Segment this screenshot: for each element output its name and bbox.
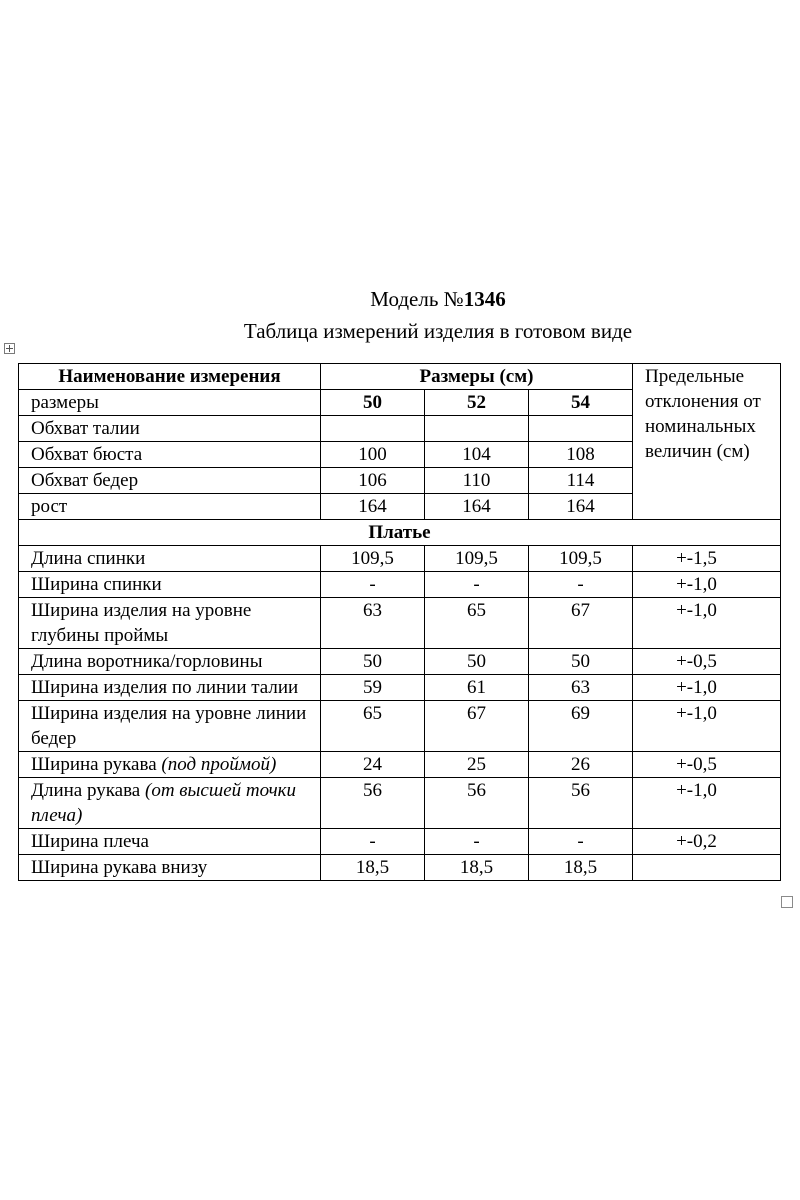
row-name: Обхват бюста xyxy=(19,442,321,468)
table-row xyxy=(19,546,781,572)
value-cell: - xyxy=(529,829,633,855)
deviation-cell: +-1,0 xyxy=(633,675,781,701)
col-name-header: Наименование измерения xyxy=(19,364,321,390)
deviation-header: Предельные отклонения от номинальных величин (см) xyxy=(633,364,781,520)
value-cell: 114 xyxy=(529,468,633,494)
value-cell: 25 xyxy=(425,752,529,778)
row-name: Длина рукава (от высшей точки плеча) xyxy=(19,778,321,829)
row-name: Ширина изделия на уровне глубины проймы xyxy=(19,598,321,649)
row-name-note: (от высшей точки плеча) xyxy=(31,780,297,826)
table-row xyxy=(19,778,781,829)
value-cell: 59 xyxy=(321,675,425,701)
deviation-cell: +-0,5 xyxy=(633,752,781,778)
measurements-table xyxy=(18,363,781,881)
section-row xyxy=(19,520,781,546)
deviation-cell: +-1,0 xyxy=(633,778,781,829)
value-cell: 100 xyxy=(321,442,425,468)
value-cell xyxy=(425,416,529,442)
row-name: Длина спинки xyxy=(19,546,321,572)
deviation-cell: +-0,5 xyxy=(633,649,781,675)
size-cell: 54 xyxy=(529,390,633,416)
value-cell: 110 xyxy=(425,468,529,494)
row-name: Ширина изделия на уровне линии бедер xyxy=(19,701,321,752)
value-cell: 164 xyxy=(529,494,633,520)
model-title: Модель №1346 xyxy=(370,287,506,311)
value-cell: 63 xyxy=(529,675,633,701)
row-name: Обхват талии xyxy=(19,416,321,442)
value-cell: 65 xyxy=(321,701,425,752)
size-cell: 52 xyxy=(425,390,529,416)
row-name: Длина воротника/горловины xyxy=(19,649,321,675)
header-row xyxy=(19,364,781,390)
value-cell: 26 xyxy=(529,752,633,778)
value-cell: 24 xyxy=(321,752,425,778)
size-row-label: размеры xyxy=(19,390,321,416)
row-name: Ширина спинки xyxy=(19,572,321,598)
row-name: рост xyxy=(19,494,321,520)
value-cell: - xyxy=(321,572,425,598)
row-name: Обхват бедер xyxy=(19,468,321,494)
row-name: Ширина рукава внизу xyxy=(19,855,321,881)
value-cell: 18,5 xyxy=(529,855,633,881)
title-block xyxy=(0,284,800,346)
value-cell: 61 xyxy=(425,675,529,701)
table-row xyxy=(19,829,781,855)
value-cell: 109,5 xyxy=(529,546,633,572)
value-cell: - xyxy=(425,572,529,598)
value-cell: - xyxy=(529,572,633,598)
table-row xyxy=(19,649,781,675)
value-cell: 56 xyxy=(321,778,425,829)
table-row xyxy=(19,572,781,598)
value-cell: - xyxy=(425,829,529,855)
value-cell: 50 xyxy=(425,649,529,675)
value-cell: 56 xyxy=(529,778,633,829)
model-number: 1346 xyxy=(463,287,506,311)
value-cell xyxy=(529,416,633,442)
value-cell: 18,5 xyxy=(321,855,425,881)
section-title: Платье xyxy=(19,520,781,546)
table-subtitle: Таблица измерений изделия в готовом виде xyxy=(243,319,633,343)
value-cell: 104 xyxy=(425,442,529,468)
row-name: Ширина изделия по линии талии xyxy=(19,675,321,701)
size-cell: 50 xyxy=(321,390,425,416)
table-resize-handle-icon[interactable] xyxy=(781,896,793,908)
value-cell: 108 xyxy=(529,442,633,468)
value-cell: 56 xyxy=(425,778,529,829)
deviation-cell xyxy=(633,855,781,881)
deviation-cell: +-1,0 xyxy=(633,598,781,649)
deviation-cell: +-1,5 xyxy=(633,546,781,572)
deviation-cell: +-0,2 xyxy=(633,829,781,855)
value-cell: 50 xyxy=(321,649,425,675)
value-cell: 65 xyxy=(425,598,529,649)
value-cell: 63 xyxy=(321,598,425,649)
value-cell: 69 xyxy=(529,701,633,752)
table-row xyxy=(19,598,781,649)
sizes-header: Размеры (см) xyxy=(321,364,633,390)
value-cell: 164 xyxy=(425,494,529,520)
value-cell: 67 xyxy=(425,701,529,752)
value-cell: 50 xyxy=(529,649,633,675)
table-row xyxy=(19,855,781,881)
value-cell: 106 xyxy=(321,468,425,494)
value-cell: 67 xyxy=(529,598,633,649)
table-row xyxy=(19,675,781,701)
row-name: Ширина рукава (под проймой) xyxy=(19,752,321,778)
table-move-handle-icon[interactable] xyxy=(4,343,15,354)
value-cell: 18,5 xyxy=(425,855,529,881)
value-cell: 164 xyxy=(321,494,425,520)
value-cell: - xyxy=(321,829,425,855)
row-name: Ширина плеча xyxy=(19,829,321,855)
deviation-cell: +-1,0 xyxy=(633,572,781,598)
value-cell: 109,5 xyxy=(425,546,529,572)
value-cell: 109,5 xyxy=(321,546,425,572)
row-name-note: (под проймой) xyxy=(161,754,277,775)
deviation-cell: +-1,0 xyxy=(633,701,781,752)
table-row xyxy=(19,701,781,752)
table-row xyxy=(19,752,781,778)
value-cell xyxy=(321,416,425,442)
